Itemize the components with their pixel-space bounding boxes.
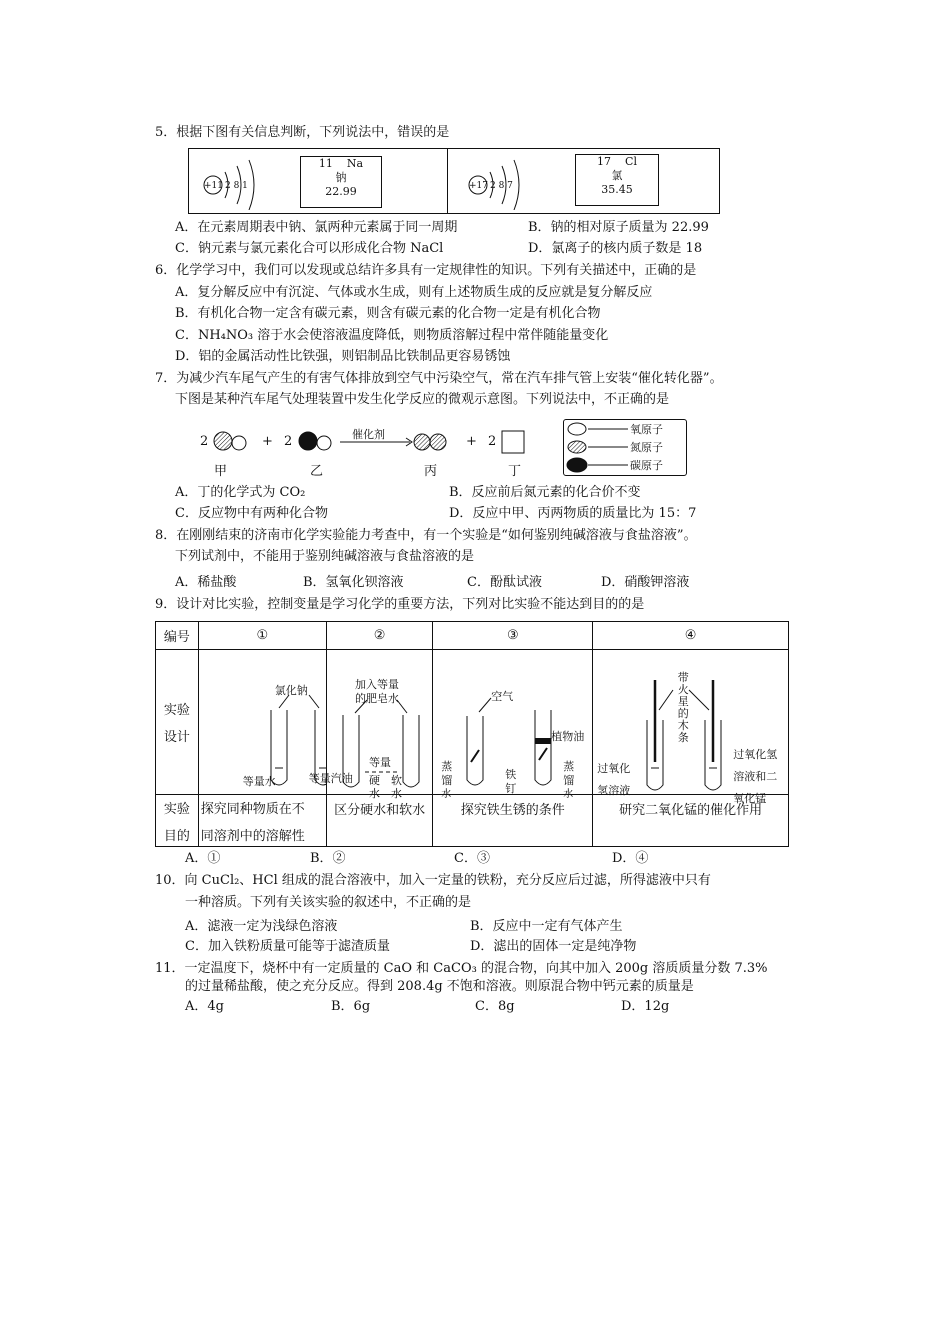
- cl-element-card: [575, 154, 659, 206]
- d1-top: 氯化钠: [274, 684, 308, 697]
- d4-right-2: 溶液和二: [733, 770, 778, 783]
- cl-number: 17: [597, 155, 612, 168]
- d2-top2: 的肥皂水: [354, 692, 399, 705]
- row-design-label: [156, 650, 199, 795]
- q11-option-c: C．8g: [475, 999, 515, 1014]
- q11-option-d: D．12g: [621, 999, 670, 1014]
- purpose-2: 区分硬水和软水: [326, 795, 432, 847]
- q5-stem: 5．根据下图有关信息判断，下列说法中，错误的是: [155, 125, 450, 140]
- q11-option-b: B．6g: [331, 999, 371, 1014]
- header-2: ②: [326, 622, 432, 650]
- legend-symbols: [566, 421, 636, 473]
- d2-soft-2: 水: [390, 787, 402, 800]
- design-3: [433, 650, 593, 800]
- d3-right-3: 水: [563, 789, 574, 800]
- d1-right: 等量汽油: [308, 772, 353, 785]
- coef-jia: 2: [200, 434, 209, 449]
- test-tubes-2: [327, 650, 433, 795]
- d2-hard-2: 水: [368, 787, 380, 800]
- d2-top1: 加入等量: [354, 678, 399, 691]
- q8-option-c: C．酚酞试液: [467, 575, 542, 590]
- d3-iron-1: 铁: [505, 768, 517, 781]
- q9-table: [155, 621, 789, 847]
- label-yi: 乙: [310, 464, 324, 479]
- label-jia: 甲: [214, 464, 228, 479]
- q7-option-c: C．反应物中有两种化合物: [175, 506, 328, 521]
- q9-stem: 9．设计对比实验，控制变量是学习化学的重要方法，下列对比实验不能达到目的的是: [155, 597, 645, 612]
- q11-option-a: A．4g: [185, 999, 224, 1014]
- d3-left-2: 馏: [441, 774, 453, 787]
- header-3: ③: [433, 622, 593, 650]
- header-1: ①: [198, 622, 326, 650]
- q6-option-a: A．复分解反应中有沉淀、气体或水生成，则有上述物质生成的反应就是复分解反应: [175, 285, 653, 300]
- label-ding: 丁: [508, 464, 522, 479]
- q10-stem-line2: 一种溶质。下列有关该实验的叙述中，不正确的是: [185, 895, 472, 910]
- q10-option-d: D．滤出的固体一定是纯净物: [470, 939, 637, 954]
- header-label: 编号: [156, 622, 199, 650]
- q8-stem-line2: 下列试剂中，不能用于鉴别纯碱溶液与食盐溶液的是: [175, 549, 475, 564]
- na-shells: 2 8 1: [225, 181, 248, 191]
- header-4: ④: [593, 622, 789, 650]
- d4-left-1: 过氧化: [597, 762, 631, 775]
- purpose-3: 探究铁生锈的条件: [433, 795, 593, 847]
- cl-name: 氯: [611, 169, 623, 182]
- coef-ding: 2: [488, 434, 497, 449]
- d3-iron-2: 钉: [505, 782, 517, 795]
- q5-option-d: D．氯离子的核内质子数是 18: [528, 241, 703, 256]
- design-label-2: 设计: [163, 730, 190, 745]
- d3-left-3: 水: [441, 789, 452, 800]
- d3-right-2: 馏: [563, 774, 575, 787]
- q5-option-a: A．在元素周期表中钠、氯两种元素属于同一周期: [175, 220, 458, 235]
- q9-option-a: A．①: [185, 851, 221, 866]
- d1-left: 等量水: [242, 775, 276, 788]
- q10-option-a: A．滤液一定为浅绿色溶液: [185, 919, 338, 934]
- test-tubes-1: [199, 650, 327, 795]
- q11-stem-line1: 11．一定温度下，烧杯中有一定质量的 CaO 和 CaCO₃ 的混合物，向其中加入 200g 溶质质量分数 7.3%: [155, 961, 768, 976]
- design-2: [326, 650, 432, 800]
- q6-option-b: B．有机化合物一定含有碳元素，则含有碳元素的化合物一定是有机化合物: [175, 306, 601, 321]
- q10-option-b: B．反应中一定有气体产生: [470, 919, 623, 934]
- catalyst-label: 催化剂: [352, 428, 385, 441]
- d2-soft-1: 软: [390, 774, 402, 787]
- na-symbol: Na: [346, 157, 364, 170]
- purpose-4: 研究二氧化锰的催化作用: [593, 795, 789, 847]
- purpose-1b: 同溶剂中的溶解性: [200, 828, 305, 844]
- q7-stem-line2: 下图是某种汽车尾气处理装置中发生化学反应的微观示意图。下列说法中，不正确的是: [175, 392, 670, 407]
- legend-carbon: 碳原子: [630, 459, 663, 472]
- q6-option-c: C．NH₄NO₃ 溶于水会使溶液温度降低，则物质溶解过程中常伴随能量变化: [175, 328, 609, 343]
- design-4: [593, 650, 789, 805]
- d4-left-2: 氢溶液: [597, 784, 631, 797]
- q5-option-b: B．钠的相对原子质量为 22.99: [528, 220, 709, 235]
- legend-oxygen: 氧原子: [630, 423, 663, 436]
- d3-right-1: 蒸: [563, 760, 575, 773]
- row-purpose-label: [156, 795, 199, 847]
- purpose-1a: 探究同种物质在不: [200, 801, 305, 817]
- label-bing: 丙: [424, 464, 438, 479]
- legend-nitrogen: 氮原子: [630, 441, 663, 454]
- q10-option-c: C．加入铁粉质量可能等于滤渣质量: [185, 939, 390, 954]
- cl-nucleus: +17: [469, 181, 488, 191]
- design-label-1: 实验: [163, 703, 190, 718]
- design-1: [198, 650, 353, 795]
- d2-hard-1: 硬: [368, 774, 380, 787]
- d2-mid: 等量: [368, 756, 391, 769]
- q9-option-b: B．②: [310, 851, 346, 866]
- q9-option-d: D．④: [612, 851, 649, 866]
- q10-stem-line1: 10．向 CuCl₂、HCl 组成的混合溶液中，加入一定量的铁粉，充分反应后过滤，所得滤液中只有: [155, 873, 711, 888]
- purpose-label-2: 目的: [163, 828, 190, 844]
- q8-stem-line1: 8．在刚刚结束的济南市化学实验能力考查中，有一个实验是“如何鉴别纯碱溶液与食盐溶液”。: [155, 528, 697, 543]
- q8-option-d: D．硝酸钾溶液: [601, 575, 690, 590]
- q7-option-b: B．反应前后氮元素的化合价不变: [449, 485, 641, 500]
- q7-option-a: A．丁的化学式为 CO₂: [175, 485, 306, 500]
- d4-right-1: 过氧化氢: [733, 748, 778, 761]
- q6-option-d: D．铝的金属活动性比铁强，则铝制品比铁制品更容易锈蚀: [175, 349, 511, 364]
- na-element-card: [300, 156, 382, 208]
- cl-symbol: Cl: [625, 155, 637, 168]
- na-nucleus: +11: [204, 181, 223, 191]
- d3-oil: 植物油: [551, 730, 585, 743]
- d4-right-3: 氧化锰: [733, 792, 767, 805]
- na-number: 11: [318, 157, 333, 170]
- figure-divider: [447, 149, 448, 213]
- d3-air: 空气: [491, 690, 514, 703]
- na-mass: 22.99: [325, 185, 357, 198]
- d3-left-1: 蒸: [441, 760, 453, 773]
- cl-shells: 2 8 7: [490, 181, 513, 191]
- coef-yi: 2: [284, 434, 293, 449]
- d4-stick: 带火星的木条: [677, 671, 689, 744]
- q8-option-a: A．稀盐酸: [175, 575, 237, 590]
- purpose-1: [198, 795, 326, 847]
- q6-stem: 6．化学学习中，我们可以发现或总结许多具有一定规律性的知识。下列有关描述中，正确的是: [155, 263, 697, 278]
- purpose-label-1: 实验: [163, 801, 190, 817]
- q8-option-b: B．氢氧化钡溶液: [303, 575, 404, 590]
- cl-mass: 35.45: [601, 183, 633, 196]
- q7-option-d: D．反应中甲、丙两物质的质量比为 15：7: [449, 506, 697, 521]
- q5-option-c: C．钠元素与氯元素化合可以形成化合物 NaCl: [175, 241, 444, 256]
- plus-sign-2: +: [466, 434, 477, 449]
- plus-sign-1: +: [262, 434, 273, 449]
- na-name: 钠: [335, 171, 347, 184]
- q11-stem-line2: 的过量稀盐酸，使之充分反应。得到 208.4g 不饱和溶液。则原混合物中钙元素的质量是: [185, 979, 694, 994]
- q7-stem-line1: 7．为减少汽车尾气产生的有害气体排放到空气中污染空气，常在汽车排气管上安装“催化转化器”。: [155, 371, 723, 386]
- q9-option-c: C．③: [454, 851, 490, 866]
